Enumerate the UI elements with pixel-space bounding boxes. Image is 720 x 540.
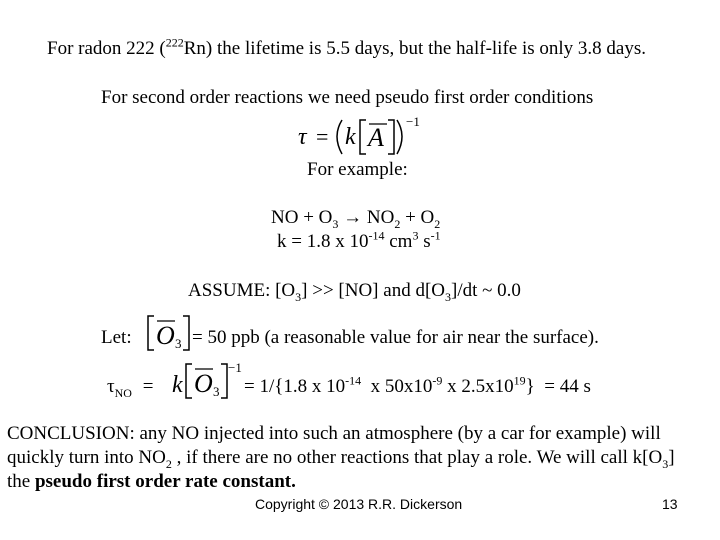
o3-bracket-formula	[146, 312, 192, 354]
assume-line	[188, 280, 521, 302]
tau-no-t4: } = 44 s	[525, 376, 591, 397]
conclusion-sub-1: 2	[165, 456, 172, 471]
copyright-text: Copyright © 2013 R.R. Dickerson	[255, 496, 463, 512]
assume-mid: ] >> [NO] and d[O	[301, 280, 445, 301]
tau-no-label	[107, 376, 153, 398]
k2-left-bracket	[186, 364, 192, 398]
left-bracket	[360, 120, 366, 154]
tau-no-t1: = 1/{1.8 x 10	[244, 376, 346, 397]
radon-line	[47, 35, 646, 60]
reaction-arrow: →	[343, 207, 363, 228]
assume-post: ]/dt ~ 0.0	[451, 280, 521, 301]
reaction-o2: + O	[405, 207, 435, 228]
assume-sub1: 3	[295, 289, 302, 304]
assume-pre: ASSUME: [O	[188, 280, 296, 301]
conclusion-text-2c: ]	[668, 447, 675, 468]
k2-symbol: k	[172, 372, 183, 398]
o3-sub-num: 3	[175, 336, 182, 351]
tau-formula	[296, 112, 426, 158]
radon-isotope: 222	[165, 35, 184, 50]
k-o3-formula	[170, 360, 246, 402]
conclusion-sub-2: 3	[662, 456, 669, 471]
left-paren	[337, 120, 342, 154]
conclusion-line-1	[7, 423, 661, 445]
example-label	[307, 159, 408, 181]
let-value-text: = 50 ppb (a reasonable value for air near the surface).	[192, 327, 599, 348]
exponent: −1	[406, 114, 420, 129]
k2-exponent: −1	[228, 360, 242, 375]
let-label	[101, 327, 132, 349]
k2-O: O	[194, 369, 213, 398]
reaction-line	[271, 207, 440, 229]
equals-sign: =	[316, 124, 329, 149]
tau-no-e1: -14	[345, 373, 362, 388]
conclusion-text-2b: , if there are no other reactions that play a role. We will call k[O	[171, 447, 663, 468]
second-order-text: For second order reactions we need pseudo first order conditions	[101, 87, 594, 108]
conclusion-line-2	[7, 447, 675, 469]
rate-exp2: 3	[412, 228, 419, 243]
o3-sub: 3	[332, 216, 339, 231]
conclusion-text-3-bold: pseudo first order rate constant.	[34, 471, 296, 492]
A-symbol: A	[368, 123, 384, 152]
page-number-text: 13	[662, 496, 678, 512]
let-text: Let:	[101, 327, 132, 348]
tau-no-value-line	[244, 373, 591, 398]
tau-no-t2: x 50x10	[361, 376, 433, 397]
reaction-no2: NO	[366, 207, 395, 228]
let-value-line	[192, 327, 599, 349]
k2-sub: 3	[213, 384, 220, 399]
radon-text-pre: For radon 222 (	[47, 38, 166, 59]
o2-sub: 2	[434, 216, 441, 231]
conclusion-text-1: CONCLUSION: any NO injected into such an atmosphere (by a car for example) will	[7, 423, 661, 444]
second-order-line	[101, 87, 593, 109]
k2-right-bracket	[221, 364, 227, 398]
radon-text-post: Rn) the lifetime is 5.5 days, but the half-life is only 3.8 days.	[183, 38, 646, 59]
conclusion-line-3	[7, 471, 296, 493]
tau-no-e2: -9	[432, 373, 443, 388]
rate-exp3: -1	[430, 228, 441, 243]
k-symbol: k	[345, 124, 356, 150]
assume-sub2: 3	[445, 289, 451, 304]
no2-sub: 2	[394, 216, 401, 231]
rate-exp1: -14	[368, 228, 385, 243]
o3-O: O	[156, 321, 175, 350]
copyright-footer	[255, 495, 462, 513]
right-paren	[397, 120, 402, 154]
rate-mid: cm	[384, 231, 413, 252]
o3-left-bracket	[148, 316, 154, 350]
tau-no-symbol: τ	[107, 376, 115, 397]
rate-pre: k = 1.8 x 10	[277, 231, 369, 252]
tau-no-e3: 19	[513, 373, 526, 388]
rate-constant-line	[277, 228, 441, 253]
reaction-reactants: NO + O	[271, 207, 333, 228]
tau-no-t3: x 2.5x10	[442, 376, 514, 397]
conclusion-text-3a: the	[7, 471, 35, 492]
tau-symbol: τ	[298, 124, 307, 150]
right-bracket	[388, 120, 394, 154]
tau-no-sub: NO	[114, 385, 132, 400]
example-text: For example:	[307, 159, 408, 180]
o3-right-bracket	[183, 316, 189, 350]
page-number	[662, 495, 678, 513]
tau-no-equals: =	[142, 376, 154, 397]
conclusion-text-2a: quickly turn into NO	[7, 447, 166, 468]
rate-mid2: s	[418, 231, 431, 252]
